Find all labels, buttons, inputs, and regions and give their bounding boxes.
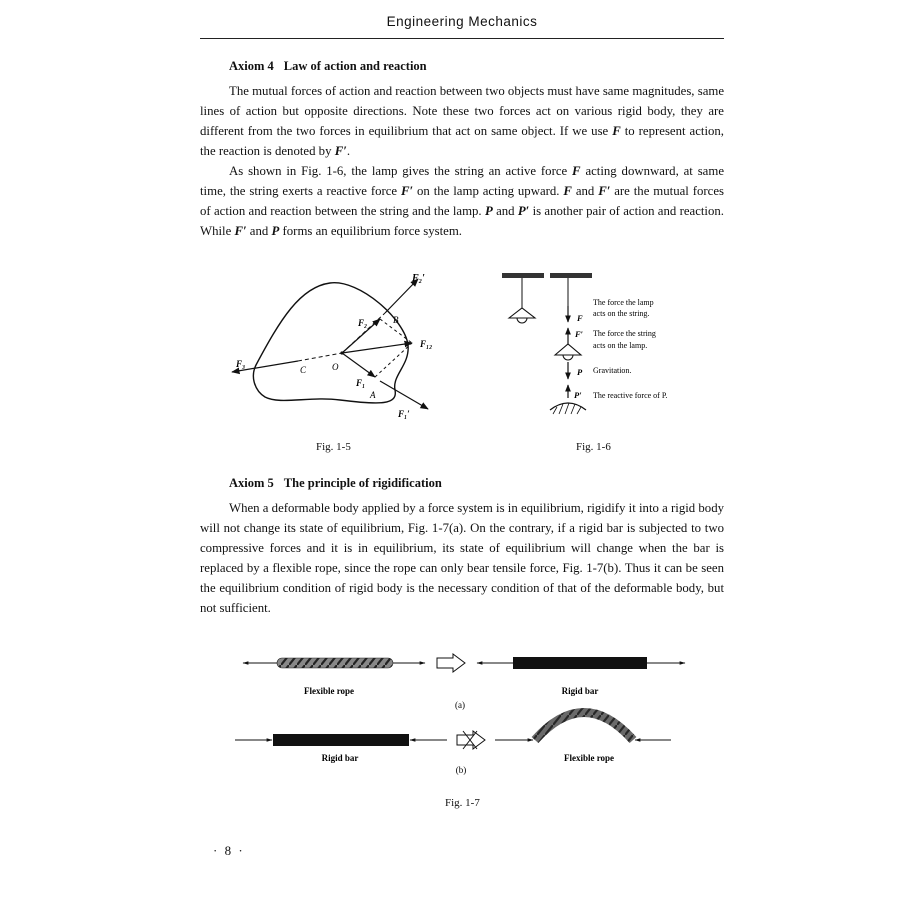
- text-run: to represent action, the reaction is denoted by: [200, 124, 724, 158]
- label-F1: F₁: [356, 378, 366, 388]
- axiom4-paragraph-2: [200, 161, 724, 241]
- symbol: F′: [334, 144, 347, 158]
- ceiling-left: [502, 273, 544, 278]
- text-run: As shown in Fig. 1-6, the lamp gives the string an active force: [229, 164, 573, 178]
- tag-b: (b): [455, 765, 467, 775]
- label-F2: F₂: [358, 318, 368, 328]
- label-flexible-rope-a: Flexible rope: [303, 686, 355, 696]
- text-run: on the lamp acting upward.: [413, 184, 564, 198]
- text-run: and: [246, 224, 272, 238]
- figure-1-6: [495, 268, 710, 420]
- note-P-prime: The reactive force of P.: [593, 391, 668, 400]
- force-F1-prime-arrow: [380, 381, 428, 409]
- lamp-shade-right: [555, 344, 581, 355]
- rigid-bar-b: [273, 734, 409, 746]
- force-F2-prime-arrow: [385, 279, 418, 313]
- note-Fp-line1: The force the string: [593, 329, 656, 338]
- label-F12: F₁₂: [420, 339, 433, 349]
- label-flexible-rope-b: Flexible rope: [563, 753, 615, 763]
- figure-1-7: [225, 645, 695, 780]
- label-F3: F₃: [236, 359, 246, 369]
- axiom5-title: The principle of rigidification: [283, 476, 442, 490]
- axiom4-heading: [229, 59, 427, 74]
- symbol: P: [271, 224, 280, 238]
- fig-1-6-caption: Fig. 1-6: [576, 441, 611, 453]
- note-F-line1: The force the lamp: [593, 298, 654, 307]
- symbol: P: [484, 204, 493, 218]
- text-run: and: [571, 184, 599, 198]
- force-F1-arrow: [342, 353, 375, 377]
- label-O: O: [332, 362, 339, 372]
- dashed-line-CO: [298, 353, 342, 361]
- text-run: is another pair of action and reaction. While: [200, 204, 724, 238]
- label-P: P: [577, 367, 583, 377]
- label-F: F: [577, 313, 583, 323]
- implies-arrow-icon: [437, 654, 465, 672]
- text-run: and: [492, 204, 518, 218]
- label-F-prime: F′: [575, 329, 584, 339]
- text-run: forms an equilibrium force system.: [279, 224, 462, 238]
- label-F2-prime: F₂′: [412, 273, 425, 284]
- axiom5-paragraph: When a deformable body applied by a force system is in equilibrium, rigidify it into a rigid body will not change its state of equilibrium, Fig. 1-7(a). On the contrary, if a rigid bar is subjected to two compressive forces and it is in equilibrium, its state of equilibrium will change when the bar is replaced by a flexible rope, since the rope can only bear tensile force, Fig. 1-7(b). Thus it can be seen the equilibrium condition of rigid body is the necessary condition of that of the deformable body, but not sufficient.: [200, 501, 724, 615]
- fig-1-5-caption: Fig. 1-5: [316, 441, 351, 453]
- symbol: F′: [598, 184, 611, 198]
- axiom5-heading: [229, 476, 442, 491]
- text-run: are the mutual forces of action and reaction between the string and the lamp.: [200, 184, 724, 218]
- label-A: A: [370, 390, 376, 400]
- text-run: acting downward, at same time, the string exerts a reactive force: [200, 164, 724, 198]
- page-number: · 8 ·: [213, 843, 245, 858]
- force-F12-arrow: [342, 343, 412, 353]
- flexible-rope-b-shade: [535, 713, 633, 741]
- running-header: Engineering Mechanics: [386, 14, 538, 29]
- symbol: P′: [517, 204, 530, 218]
- axiom5-number: Axiom 5: [229, 476, 274, 490]
- not-implies-arrow-icon: [457, 731, 485, 749]
- lamp-bulb-left: [517, 318, 527, 323]
- symbol: F′: [401, 184, 414, 198]
- header-rule: [200, 38, 724, 39]
- figure-1-5: [220, 265, 460, 430]
- point-O: [340, 351, 343, 354]
- label-C: C: [300, 365, 307, 375]
- text-run: .: [346, 144, 351, 158]
- text-run: The mutual forces of action and reaction between two objects must have same magnitudes, same lines of action but opposite directions. Note these two forces act on various rigid body, they are different from the two forces in equilibrium that act on same object. If we use: [200, 84, 725, 138]
- label-P-prime: P′: [574, 390, 582, 400]
- lamp-shade-left: [509, 308, 535, 318]
- rigid-bar-a: [513, 657, 647, 669]
- fig-1-7-caption: Fig. 1-7: [445, 797, 480, 809]
- ceiling-right: [550, 273, 592, 278]
- axiom4-number: Axiom 4: [229, 59, 274, 73]
- axiom4-title: Law of action and reaction: [283, 59, 427, 73]
- rigid-body-outline: [253, 283, 408, 403]
- note-F-line2: acts on the string.: [593, 309, 650, 318]
- axiom4-paragraph-1: [200, 81, 724, 161]
- tag-a: (a): [455, 700, 465, 710]
- symbol: F: [612, 124, 621, 138]
- label-B: B: [393, 315, 399, 325]
- symbol: F: [563, 184, 572, 198]
- note-P: Gravitation.: [593, 366, 632, 375]
- lamp-bulb-right: [563, 355, 573, 360]
- label-rigid-bar-b: Rigid bar: [321, 753, 359, 763]
- label-rigid-bar-a: Rigid bar: [561, 686, 599, 696]
- flexible-rope-a: [277, 658, 393, 668]
- symbol: F′: [234, 224, 247, 238]
- note-Fp-line2: acts on the lamp.: [593, 341, 648, 350]
- symbol: F: [572, 164, 581, 178]
- label-F1-prime: F₁′: [398, 409, 410, 419]
